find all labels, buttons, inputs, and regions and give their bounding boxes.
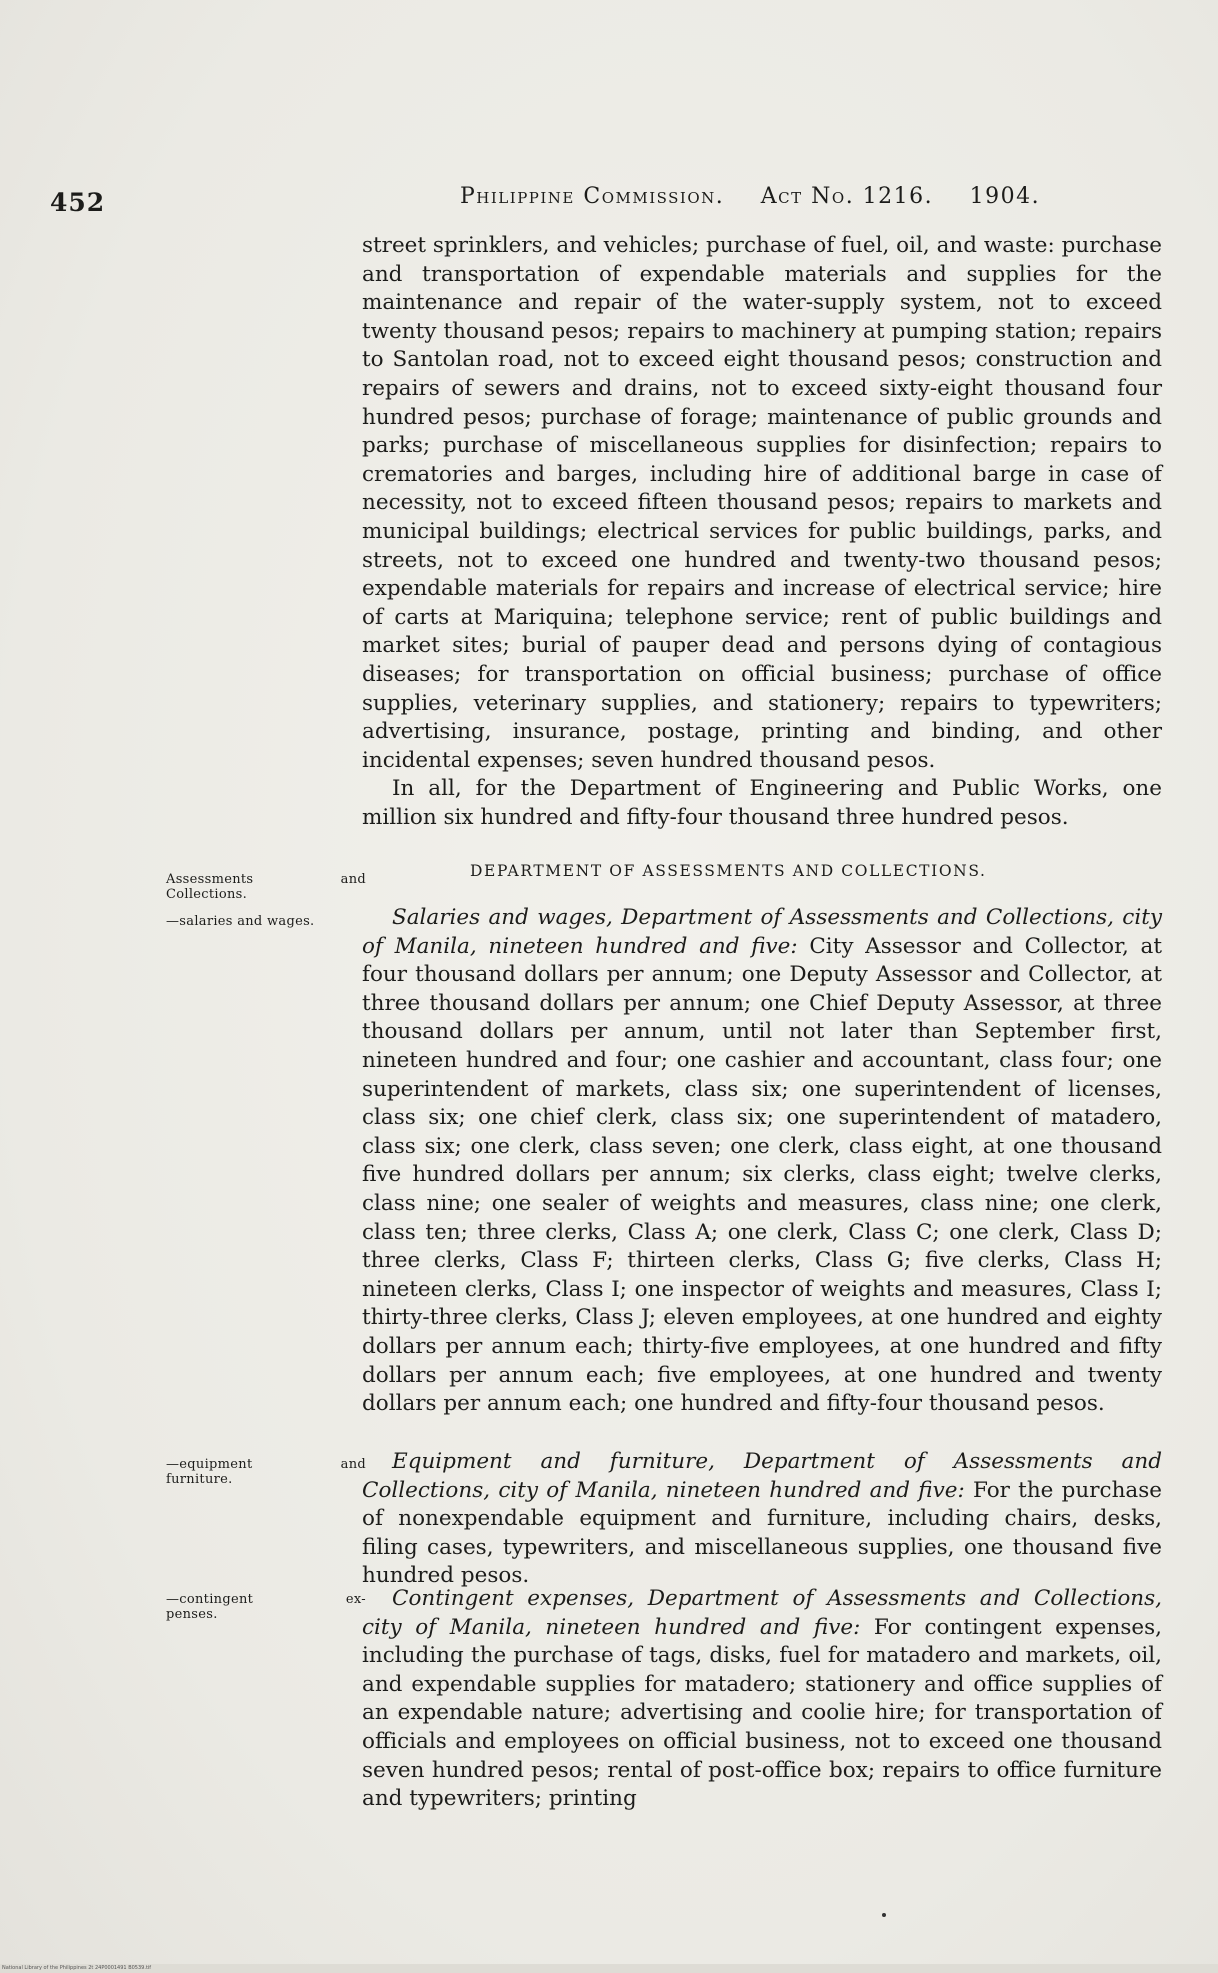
salaries-text: City Assessor and Collector, at four thousand dollars per annum; one Deputy Assessor and Collector, at three thousand dollars per annum; one Chief Deputy Assessor, at three thousand dollars per annum, until not later than September first, nineteen hundred and four; one cashier and accountant, class four; one superintendent of markets, class six; one superintendent of licenses, class six; one chief clerk, class six; one superintendent of matadero, class six; one clerk, class seven; one clerk, class eight, at one thousand five hundred dollars per annum; six clerks, class eight; twelve clerks, class nine; one sealer of weights and measures, class nine; one clerk, class ten; three clerks, Class A; one clerk, Class C; one clerk, Class D; three clerks, Class F; thirteen clerks, Class G; five clerks, Class H; nineteen clerks, Class I; one inspector of weights and measures, Class I; thirty-three clerks, Class J; eleven employees, at one hundred and eighty dollars per annum each; thirty-five employees, at one hundred and fifty dollars per annum each; five employees, at one hundred and twenty dollars per annum each; one hundred and fifty-four thousand pesos.	[362, 933, 1162, 1417]
equipment-section	[362, 1448, 1162, 1591]
margin-note-equipment-word: —equipment	[166, 1457, 253, 1472]
margin-note-contingent-ex: ex-	[345, 1592, 366, 1607]
running-head-title: Philippine Commission.	[460, 184, 725, 209]
margin-note-contingent-word: —contingent	[166, 1592, 254, 1607]
margin-note-collections-word: Collections.	[166, 887, 248, 902]
margin-note-assessments	[166, 872, 366, 902]
running-head-year: 1904.	[969, 184, 1041, 209]
running-head	[460, 184, 1110, 209]
contingent-lead: Contingent expenses, Department of Assessments and Collections, city of Manila, nineteen hundred and five:	[362, 1586, 1162, 1640]
margin-note-assessments-word: Assessments	[166, 872, 254, 887]
engineering-total-paragraph: In all, for the Department of Engineering and Public Works, one million six hundred and fifty-four thousand three hundred pesos.	[362, 776, 1162, 830]
margin-note-equipment-and: and	[340, 1457, 366, 1472]
contingent-section	[362, 1585, 1162, 1814]
equipment-paragraph	[362, 1448, 1162, 1591]
margin-note-contingent	[166, 1592, 366, 1622]
margin-note-penses-word: penses.	[166, 1607, 218, 1622]
salaries-lead: Salaries and wages, Department of Assessments and Collections, city of Manila, nineteen hundred and five:	[362, 905, 1162, 959]
margin-note-assessments-and: and	[340, 872, 366, 887]
salaries-section	[362, 904, 1162, 1419]
equipment-text: For the purchase of nonexpendable equipment and furniture, including chairs, desks, filing cases, typewriters, and miscellaneous supplies, one thousand five hundred pesos.	[362, 1477, 1162, 1589]
engineering-section	[362, 232, 1162, 832]
contingent-text: For contingent expenses, including the purchase of tags, disks, fuel for matadero and markets, oil, and expendable supplies for matadero; stationery and office supplies of an expendable nature; advertising and coolie hire; for transportation of officials and employees on official business, not to exceed one thousand seven hundred pesos; rental of post-office box; repairs to office furniture and typewriters; printing	[362, 1614, 1162, 1812]
margin-note-furniture-word: furniture.	[166, 1472, 233, 1487]
salaries-paragraph	[362, 904, 1162, 1419]
margin-note-equipment	[166, 1457, 366, 1487]
margin-note-salaries: —salaries and wages.	[166, 914, 315, 929]
footer-strip	[0, 1964, 1218, 1973]
ink-speck	[882, 1913, 886, 1917]
footer-credit: National Library of the Philippines 2t 24P0001491 B0539.tif	[2, 1965, 152, 1971]
running-head-act: Act No. 1216.	[760, 184, 934, 209]
contingent-paragraph	[362, 1585, 1162, 1814]
page-number: 452	[50, 188, 106, 217]
equipment-lead: Equipment and furniture, Department of Assessments and Collections, city of Manila, nineteen hundred and five:	[362, 1449, 1162, 1503]
engineering-continuation-paragraph: street sprinklers, and vehicles; purchase of fuel, oil, and waste: purchase and transportation of expendable materials and supplies for the maintenance and repair of the water-supply system, not to exceed twenty thousand pesos; repairs to machinery at pumping station; repairs to Santolan road, not to exceed eight thousand pesos; construction and repairs of sewers and drains, not to exceed sixty-eight thousand four hundred pesos; purchase of forage; maintenance of public grounds and parks; purchase of miscellaneous supplies for disinfection; repairs to crematories and barges, including hire of additional barge in case of necessity, not to exceed fifteen thousand pesos; repairs to markets and municipal buildings; electrical services for public buildings, parks, and streets, not to exceed one hundred and twenty-two thousand pesos; expendable materials for repairs and increase of electrical service; hire of carts at Mariquina; telephone service; rent of public buildings and market sites; burial of pauper dead and persons dying of contagious diseases; for transportation on official business; purchase of office supplies, veterinary supplies, and stationery; repairs to typewriters; advertising, insurance, postage, printing and binding, and other incidental expenses; seven hundred thousand pesos.	[362, 233, 1162, 773]
section-heading: DEPARTMENT OF ASSESSMENTS AND COLLECTIONS.	[470, 862, 987, 880]
